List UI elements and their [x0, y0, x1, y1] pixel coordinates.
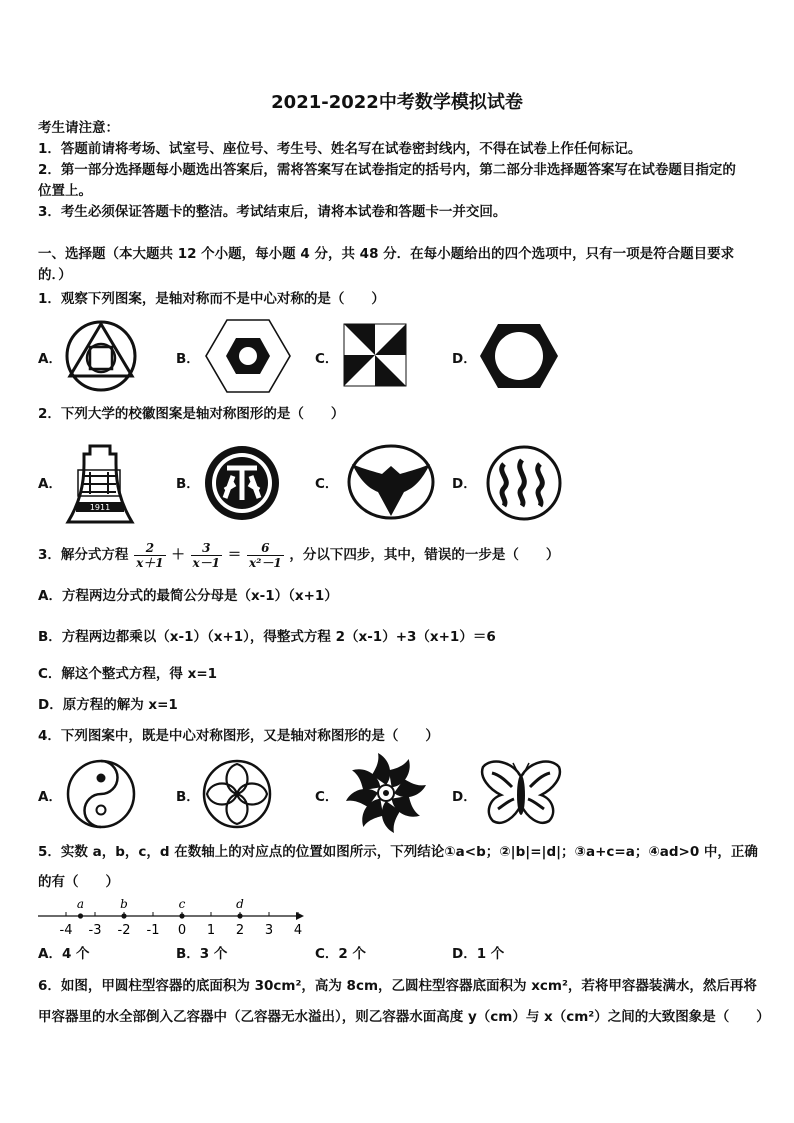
option-label: D． [452, 351, 477, 367]
point-label: c [178, 897, 186, 911]
numerator: 6 [247, 541, 284, 556]
question-6-stem: 6．如图，甲圆柱型容器的底面积为 30cm²，高为 8cm，乙圆柱型容器底面积为 xcm²，若将甲容器装满水，然后再将 [38, 978, 757, 994]
pinwheel-figure [342, 322, 408, 388]
numerator: 3 [191, 541, 223, 556]
point-marker [78, 913, 83, 918]
tick-label: -2 [117, 923, 131, 938]
four-petal-figure [200, 757, 274, 831]
notice-heading: 考生请注意： [38, 120, 119, 136]
question-5-stem: 5．实数 a，b，c，d 在数轴上的对应点的位置如图所示，下列结论①a<b；②|b|=|d|；③a+c=a；④ad>0 中，正确 [38, 844, 758, 860]
tick-label: -4 [59, 923, 73, 938]
notice-item: 3．考生必须保证答题卡的整洁。考试结束后，请将本试卷和答题卡一并交回。 [38, 204, 507, 220]
denominator: x－1 [192, 555, 221, 570]
question-5-stem-cont: 的有（ ） [38, 874, 119, 890]
point-label: a [76, 897, 85, 911]
question-1-stem: 1．观察下列图案，是轴对称而不是中心对称的是（ ） [38, 291, 385, 307]
tick-label: 2 [235, 923, 245, 938]
tick-label: -1 [146, 923, 160, 938]
option-label: C． [315, 789, 339, 805]
option-a: A．方程两边分式的最简公分母是（x-1）（x+1） [38, 588, 338, 604]
option-d: D．原方程的解为 x=1 [38, 697, 178, 713]
question-3-stem [38, 537, 559, 573]
option-d: D．1 个 [452, 946, 505, 962]
bell-emblem-figure [64, 440, 136, 526]
option-label: A． [38, 476, 62, 492]
notice-item: 2．第一部分选择题每小题选出答案后，需将答案写在试卷指定的括号内，第二部分非选择题答案写在试卷题目指定的 [38, 162, 736, 178]
point-marker [237, 913, 242, 918]
question-4-stem: 4．下列图案中，既是中心对称图形，又是轴对称图形的是（ ） [38, 728, 439, 744]
tick-label: 1 [206, 923, 216, 938]
star-polygon-figure [478, 318, 560, 394]
point-marker [121, 913, 126, 918]
option-label: D． [452, 789, 477, 805]
option-label: B． [176, 789, 200, 805]
question-6-stem-cont: 甲容器里的水全部倒入乙容器中（乙容器无水溢出），则乙容器水面高度 y（cm）与 x（cm²）之间的大致图象是（ ） [38, 1009, 770, 1025]
wave-emblem-figure [484, 444, 564, 522]
equals-sign: ＝ [227, 547, 242, 563]
denominator: x²－1 [248, 555, 282, 570]
yin-yang-figure [64, 757, 138, 831]
section-heading-cont: 的．） [38, 267, 72, 283]
circle-triangle-figure [62, 318, 142, 394]
option-a: A．4 个 [38, 946, 90, 962]
option-c: C．2 个 [315, 946, 367, 962]
option-label: B． [176, 351, 200, 367]
tick-label: 0 [177, 923, 187, 938]
q3-stem-suffix: ，分以下四步，其中，错误的一步是（ ） [289, 547, 560, 563]
q3-stem-prefix: 3．解分式方程 [38, 547, 129, 563]
emblem-year: 1911 [89, 503, 111, 512]
fraction [191, 541, 223, 570]
option-label: A． [38, 789, 62, 805]
question-2-stem: 2．下列大学的校徽图案是轴对称图形的是（ ） [38, 406, 345, 422]
number-line [36, 894, 308, 940]
point-marker [179, 913, 184, 918]
point-label: d [236, 897, 244, 911]
point-label: b [120, 897, 128, 911]
fraction [247, 541, 284, 570]
notice-item: 1．答题前请将考场、试室号、座位号、考生号、姓名写在试卷密封线内，不得在试卷上作任何标记。 [38, 141, 642, 157]
option-b: B．方程两边都乘以（x-1）（x+1），得整式方程 2（x-1）+3（x+1）＝6 [38, 629, 496, 645]
fraction [134, 541, 166, 570]
tick-label: 3 [264, 923, 274, 938]
numerator: 2 [134, 541, 166, 556]
denominator: x＋1 [136, 555, 164, 570]
plus-sign: ＋ [171, 547, 185, 563]
hexagon-nut-figure [204, 318, 292, 394]
option-label: A． [38, 351, 62, 367]
eagle-emblem-figure [346, 442, 436, 522]
option-label: B． [176, 476, 200, 492]
option-label: D． [452, 476, 477, 492]
page-title: 2021-2022中考数学模拟试卷 [271, 92, 523, 113]
option-b: B．3 个 [176, 946, 228, 962]
tick-label: 4 [293, 923, 303, 938]
pinwheel-flower-figure [344, 752, 428, 834]
notice-item: 位置上。 [38, 183, 92, 199]
option-c: C．解这个整式方程，得 x=1 [38, 666, 218, 682]
arrow-right-icon [296, 912, 304, 920]
tick-label: -3 [88, 923, 102, 938]
option-label: C． [315, 476, 339, 492]
butterfly-figure [478, 757, 564, 831]
section-heading: 一、选择题（本大题共 12 个小题，每小题 4 分，共 48 分．在每小题给出的四个选项中，只有一项是符合题目要求 [38, 246, 735, 262]
option-label: C． [315, 351, 339, 367]
pku-emblem-figure [203, 444, 281, 522]
